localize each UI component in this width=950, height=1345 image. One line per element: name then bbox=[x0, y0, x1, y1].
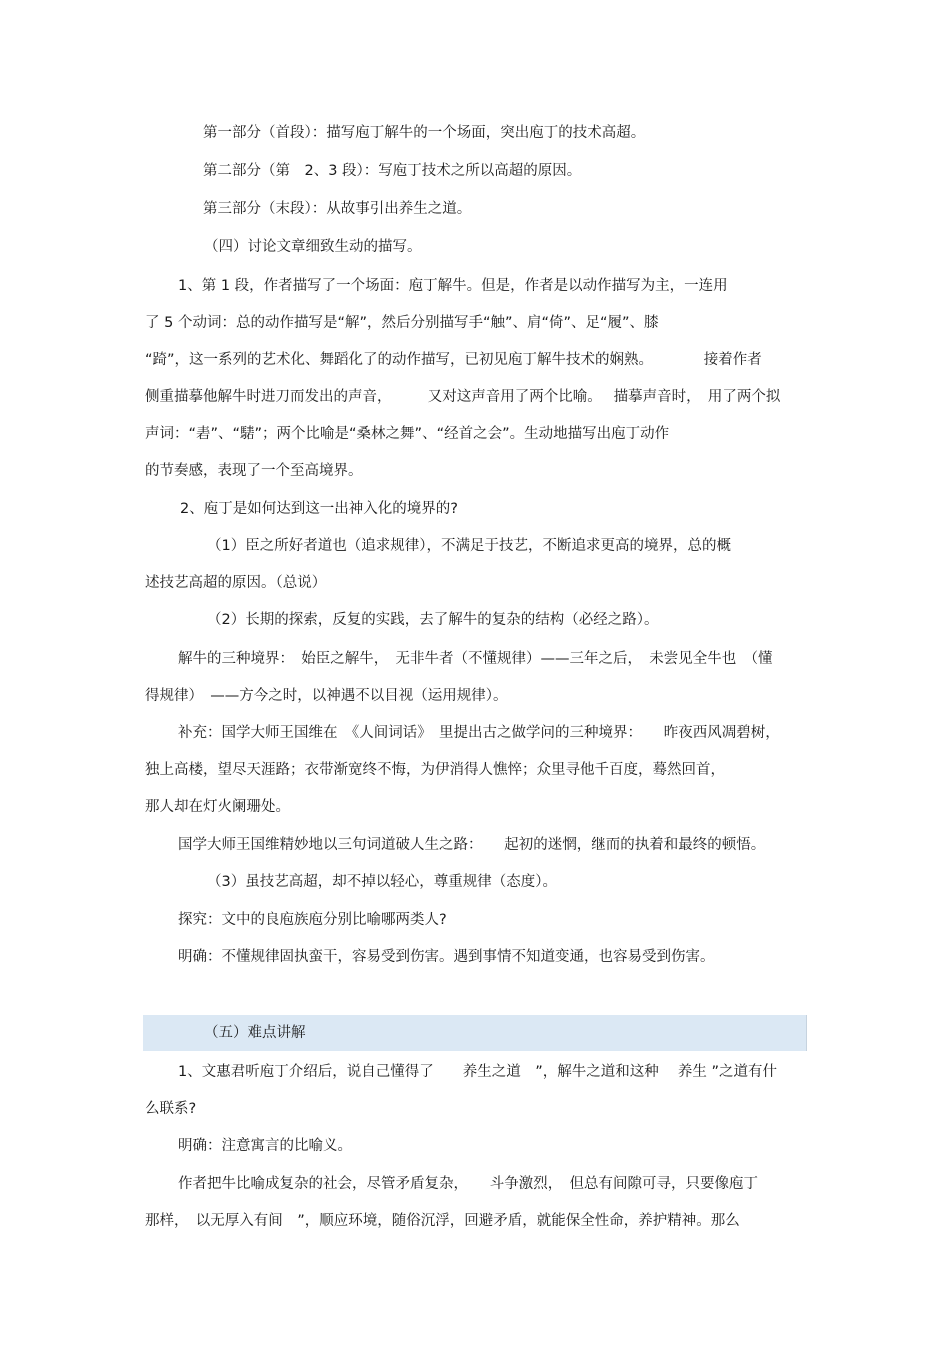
question-2: 2、庖丁是如何达到这一出神入化的境界的? bbox=[180, 501, 458, 517]
supplement-line1: 补充：国学大师王国维在 《人间词话》 里提出古之做学问的三种境界： 昨夜西风凋碧树， bbox=[178, 725, 780, 741]
point1-line1: （1）臣之所好者道也（追求规律），不满足于技艺，不断追求更高的境界，总的概 bbox=[207, 538, 731, 554]
wenhui-question-line1: 1、文惠君听庖丁介绍后，说自己懂得了 养生之道 ”，解牛之道和这种 养生 ”之道有什 bbox=[178, 1064, 777, 1080]
outline-part2: 第二部分（第 2、3 段）：写庖丁技术之所以高超的原因。 bbox=[203, 163, 582, 179]
para1-line1: 1、第 1 段，作者描写了一个场面：庖丁解牛。但是，作者是以动作描写为主，一连用 bbox=[178, 278, 728, 294]
three-realms-line2: 得规律） ——方今之时，以神遇不以目视（运用规律）。 bbox=[145, 688, 508, 704]
point2: （2）长期的探索，反复的实践，去了解牛的复杂的结构（必经之路）。 bbox=[207, 612, 659, 628]
supplement-line3: 那人却在灯火阑珊处。 bbox=[145, 799, 290, 815]
point1-line2: 述技艺高超的原因。（总说） bbox=[145, 575, 327, 591]
clarify-2: 明确：注意寓言的比喻义。 bbox=[178, 1138, 352, 1154]
para1-line4: 侧重描摹他解牛时进刀而发出的声音， 又对这声音用了两个比喻。 描摹声音时， 用了两个拟 bbox=[145, 389, 781, 405]
point3: （3）虽技艺高超，却不掉以轻心，尊重规律（态度）。 bbox=[207, 874, 557, 890]
para1-line5: 声词：“砉”、“騞”；两个比喻是“桑林之舞”、“经首之会”。生动地描写出庖丁动作 bbox=[145, 426, 670, 442]
author-para-line2: 那样， 以无厚入有间 ”，顺应环境，随俗沉浮，回避矛盾，就能保全性命，养护精神。那么 bbox=[145, 1213, 740, 1229]
author-para-line1: 作者把牛比喻成复杂的社会，尽管矛盾复杂， 斗争激烈， 但总有间隙可寻，只要像庖丁 bbox=[178, 1176, 758, 1192]
supplement-line2: 独上高楼，望尽天涯路；衣带渐宽终不悔，为伊消得人憔悴；众里寻他千百度，蓦然回首， bbox=[145, 762, 725, 778]
para1-line3: “踦”，这一系列的艺术化、舞蹈化了的动作描写，已初见庖丁解牛技术的娴熟。 接着作者 bbox=[145, 352, 762, 368]
wenhui-question-line2: 么联系? bbox=[145, 1101, 197, 1117]
outline-part1: 第一部分（首段）：描写庖丁解牛的一个场面，突出庖丁的技术高超。 bbox=[203, 125, 646, 141]
para1-line2: 了 5 个动词：总的动作描写是“解”，然后分别描写手“触”、肩“倚”、足“履”、膝 bbox=[145, 315, 659, 331]
section5-heading: （五）难点讲解 bbox=[204, 1025, 306, 1041]
section4-heading: （四）讨论文章细致生动的描写。 bbox=[204, 239, 422, 255]
explore-question: 探究：文中的良庖族庖分别比喻哪两类人? bbox=[178, 912, 447, 928]
three-realms-line1: 解牛的三种境界： 始臣之解牛， 无非牛者（不懂规律）——三年之后， 未尝见全牛也 （懂 bbox=[178, 651, 773, 667]
outline-part3: 第三部分（末段）：从故事引出养生之道。 bbox=[203, 201, 472, 217]
wang-summary: 国学大师王国维精妙地以三句词道破人生之路： 起初的迷惘，继而的执着和最终的顿悟。 bbox=[178, 837, 766, 853]
clarify-1: 明确：不懂规律固执蛮干，容易受到伤害。遇到事情不知道变通，也容易受到伤害。 bbox=[178, 949, 715, 965]
para1-line6: 的节奏感，表现了一个至高境界。 bbox=[145, 463, 363, 479]
